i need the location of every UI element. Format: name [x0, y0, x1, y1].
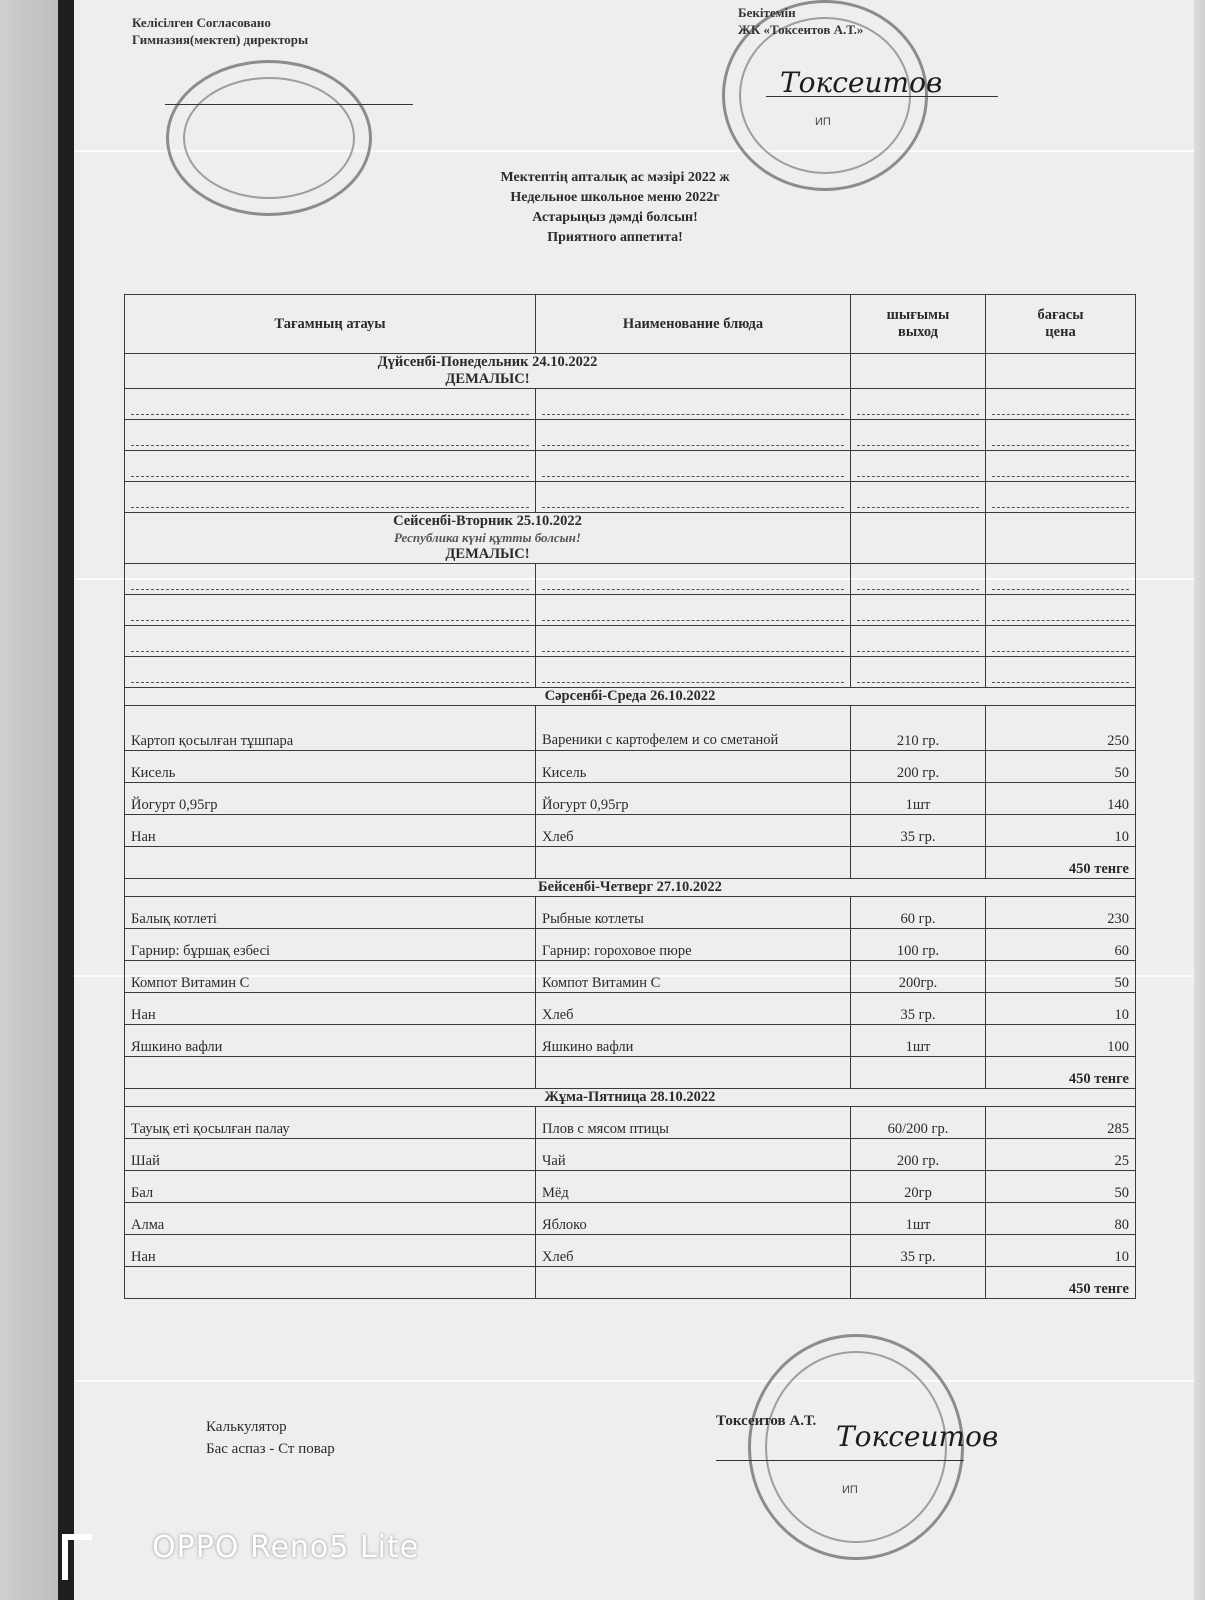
dish-output: 60 гр.	[851, 897, 986, 929]
blank-row	[125, 595, 1136, 626]
blank-row	[125, 420, 1136, 451]
day-header-wednesday	[125, 688, 1136, 706]
director-signature: Токсеитов	[780, 66, 943, 99]
approval-block	[132, 14, 308, 48]
dish-kz: Компот Витамин С	[125, 961, 536, 993]
dish-kz: Нан	[125, 993, 536, 1025]
confirm-line-1: Бекітемін	[738, 5, 796, 20]
oppo-logo-icon	[62, 1534, 92, 1580]
day-header-monday	[125, 354, 1136, 389]
calculator-label: Калькулятор	[206, 1419, 287, 1435]
binding-shadow	[58, 0, 74, 1600]
chef-label: Бас аспаз - Ст повар	[206, 1441, 335, 1457]
table-row	[125, 993, 1136, 1025]
dish-price: 140	[986, 783, 1136, 815]
header-dish-kz: Тағамның атауы	[125, 295, 536, 354]
dish-output: 20гр	[851, 1171, 986, 1203]
dish-ru: Хлеб	[536, 993, 851, 1025]
table-row	[125, 929, 1136, 961]
holiday-subnote: Республика күні құтты болсын!	[394, 530, 581, 545]
signer-name: Токсеитов А.Т.	[716, 1413, 817, 1429]
day-title	[125, 354, 851, 389]
day-total: 450 тенге	[986, 1267, 1136, 1299]
table-row	[125, 1171, 1136, 1203]
total-row	[125, 1057, 1136, 1089]
blank-row	[125, 564, 1136, 595]
blank-row	[125, 451, 1136, 482]
dish-price: 80	[986, 1203, 1136, 1235]
dish-output: 1шт	[851, 783, 986, 815]
day-title: Жұма-Пятница 28.10.2022	[125, 1089, 1136, 1107]
dish-price: 60	[986, 929, 1136, 961]
scan-artifact	[74, 1380, 1194, 1382]
dish-price: 230	[986, 897, 1136, 929]
calculator-block	[206, 1416, 335, 1460]
total-row	[125, 847, 1136, 879]
blank-row	[125, 482, 1136, 513]
header-output-ru: выход	[897, 324, 939, 340]
approval-line-2: Гимназия(мектеп) директоры	[132, 32, 309, 47]
dish-output: 1шт	[851, 1025, 986, 1057]
dish-ru: Рыбные котлеты	[536, 897, 851, 929]
blank-row	[125, 657, 1136, 688]
stamp-label: ИП	[842, 1484, 858, 1496]
blank-row	[125, 626, 1136, 657]
dish-kz: Нан	[125, 815, 536, 847]
title-kz: Мектептің апталық ас мәзірі 2022 ж	[500, 170, 730, 185]
holiday-note: ДЕМАЛЫС!	[445, 371, 530, 387]
dish-ru: Хлеб	[536, 815, 851, 847]
dish-ru: Мёд	[536, 1171, 851, 1203]
header-dish-ru: Наименование блюда	[536, 295, 851, 354]
dish-kz: Гарнир: бұршақ езбесі	[125, 929, 536, 961]
dish-kz: Яшкино вафли	[125, 1025, 536, 1057]
day-total: 450 тенге	[986, 847, 1136, 879]
day-title-text: Дүйсенбі-Понедельник 24.10.2022	[377, 354, 598, 370]
dish-output: 60/200 гр.	[851, 1107, 986, 1139]
menu-title	[430, 168, 800, 248]
table-row	[125, 751, 1136, 783]
approval-line-1: Келісілген Согласовано	[132, 15, 271, 30]
table-row	[125, 1203, 1136, 1235]
table-row	[125, 961, 1136, 993]
dish-price: 10	[986, 993, 1136, 1025]
table-row	[125, 1107, 1136, 1139]
table-row	[125, 1025, 1136, 1057]
header-output-kz: шығымы	[886, 307, 950, 323]
day-title	[125, 513, 851, 564]
menu-table	[124, 294, 1136, 1299]
dish-ru: Кисель	[536, 751, 851, 783]
dish-output: 200 гр.	[851, 1139, 986, 1171]
table-header	[125, 295, 1136, 354]
signature-line	[716, 1460, 964, 1461]
dish-ru: Яшкино вафли	[536, 1025, 851, 1057]
dish-output: 210 гр.	[851, 706, 986, 751]
camera-watermark: OPPO Reno5 Lite	[152, 1530, 420, 1565]
dish-kz: Йогурт 0,95гр	[125, 783, 536, 815]
dish-kz: Бал	[125, 1171, 536, 1203]
confirm-line-2: ЖК «Токсеитов А.Т.»	[738, 22, 864, 37]
dish-kz: Картоп қосылған тұшпара	[125, 706, 536, 751]
dish-ru: Гарнир: гороховое пюре	[536, 929, 851, 961]
dish-ru: Хлеб	[536, 1235, 851, 1267]
header-price	[986, 295, 1136, 354]
stamp-label: ИП	[815, 116, 831, 128]
table-row	[125, 1235, 1136, 1267]
table-row	[125, 897, 1136, 929]
day-header-tuesday	[125, 513, 1136, 564]
dish-output: 100 гр.	[851, 929, 986, 961]
dish-kz: Нан	[125, 1235, 536, 1267]
dish-kz: Кисель	[125, 751, 536, 783]
dish-ru: Яблоко	[536, 1203, 851, 1235]
background-edge	[0, 0, 58, 1600]
dish-price: 50	[986, 961, 1136, 993]
day-header-friday	[125, 1089, 1136, 1107]
header-output	[851, 295, 986, 354]
dish-price: 50	[986, 1171, 1136, 1203]
table-row	[125, 1139, 1136, 1171]
day-total: 450 тенге	[986, 1057, 1136, 1089]
school-stamp	[166, 60, 372, 216]
table-row	[125, 815, 1136, 847]
dish-ru: Компот Витамин С	[536, 961, 851, 993]
dish-ru: Вареники с картофелем и со сметаной	[536, 706, 851, 751]
dish-ru: Йогурт 0,95гр	[536, 783, 851, 815]
table-row	[125, 783, 1136, 815]
chef-signature: Токсеитов	[836, 1420, 999, 1453]
dish-price: 100	[986, 1025, 1136, 1057]
day-header-thursday	[125, 879, 1136, 897]
dish-kz: Алма	[125, 1203, 536, 1235]
dish-output: 200гр.	[851, 961, 986, 993]
wish-ru: Приятного аппетита!	[547, 230, 683, 245]
dish-price: 50	[986, 751, 1136, 783]
header-price-kz: бағасы	[1037, 307, 1084, 323]
dish-price: 250	[986, 706, 1136, 751]
dish-price: 25	[986, 1139, 1136, 1171]
table-row	[125, 706, 1136, 751]
day-title: Бейсенбі-Четверг 27.10.2022	[125, 879, 1136, 897]
dish-output: 200 гр.	[851, 751, 986, 783]
wish-kz: Астарыңыз дәмді болсын!	[532, 210, 698, 225]
dish-ru: Плов с мясом птицы	[536, 1107, 851, 1139]
dish-price: 10	[986, 815, 1136, 847]
day-title-text: Сейсенбі-Вторник 25.10.2022	[393, 513, 582, 529]
dish-ru: Чай	[536, 1139, 851, 1171]
header-price-ru: цена	[1045, 324, 1076, 340]
dish-kz: Балық котлеті	[125, 897, 536, 929]
dish-output: 35 гр.	[851, 1235, 986, 1267]
day-title: Сәрсенбі-Среда 26.10.2022	[125, 688, 1136, 706]
dish-price: 285	[986, 1107, 1136, 1139]
title-ru: Недельное школьное меню 2022г	[510, 190, 720, 205]
dish-output: 35 гр.	[851, 993, 986, 1025]
total-row	[125, 1267, 1136, 1299]
dish-price: 10	[986, 1235, 1136, 1267]
blank-row	[125, 389, 1136, 420]
holiday-note: ДЕМАЛЫС!	[445, 546, 530, 562]
dish-kz: Тауық еті қосылған палау	[125, 1107, 536, 1139]
dish-output: 35 гр.	[851, 815, 986, 847]
dish-output: 1шт	[851, 1203, 986, 1235]
dish-kz: Шай	[125, 1139, 536, 1171]
